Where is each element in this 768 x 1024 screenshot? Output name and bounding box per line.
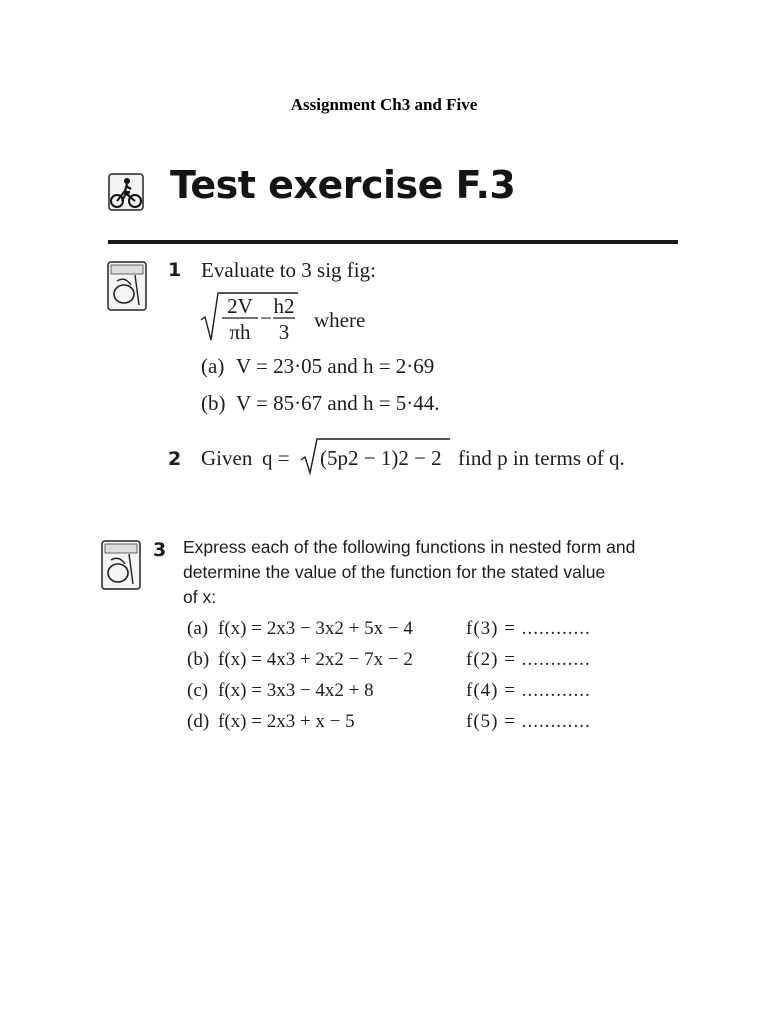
q1-frac1-denominator: πh [229, 320, 251, 344]
q3-line-2: determine the value of the function for the stated value [183, 562, 606, 582]
q1-frac1-numerator: 2V [227, 294, 253, 318]
q3-part-function: f(x) = 2x3 + x − 5 [218, 711, 355, 732]
question-1-prompt: Evaluate to 3 sig fig: [201, 258, 376, 282]
q3-part-label: (a) [187, 618, 209, 639]
q3-part-value: f(3) = ............ [466, 618, 591, 639]
q2-q-equals: q = [262, 446, 290, 470]
q3-line-1: Express each of the following functions in nested form and [183, 537, 636, 557]
heading-rule [108, 240, 678, 244]
personal-tutor-icon [107, 261, 147, 311]
personal-tutor-icon [101, 540, 141, 590]
question-2-number: 2 [168, 448, 182, 470]
q2-rest: find p in terms of q. [458, 446, 625, 470]
q1-where: where [314, 308, 366, 332]
question-1-number: 1 [168, 259, 182, 281]
q3-part-value: f(5) = ............ [466, 711, 591, 732]
q1-frac2-denominator: 3 [278, 320, 290, 344]
q1-part-b-label: (b) [201, 391, 226, 415]
page-title: Assignment Ch3 and Five [290, 95, 478, 114]
q1-part-a-label: (a) [201, 354, 225, 378]
q3-part-function: f(x) = 3x3 − 4x2 + 8 [218, 680, 374, 701]
q1-minus-sign: − [260, 306, 272, 330]
q1-part-b-text: V = 85·67 and h = 5·44. [236, 391, 440, 415]
q3-line-3: of x: [183, 587, 217, 607]
q3-part-value: f(4) = ............ [466, 680, 591, 701]
bicycle-icon [108, 173, 144, 211]
q1-frac2-numerator: h2 [273, 294, 295, 318]
q3-part-function: f(x) = 2x3 − 3x2 + 5x − 4 [218, 618, 413, 639]
q1-part-a-text: V = 23·05 and h = 2·69 [236, 354, 435, 378]
q3-part-function: f(x) = 4x3 + 2x2 − 7x − 2 [218, 649, 413, 670]
test-exercise-heading: Test exercise F.3 [170, 163, 516, 207]
q3-part-label: (d) [187, 711, 210, 732]
q3-part-label: (c) [187, 680, 209, 701]
q2-radicand: (5p2 − 1)2 − 2 [320, 446, 442, 470]
q2-given: Given [201, 446, 253, 470]
q3-part-label: (b) [187, 649, 210, 670]
question-3-number: 3 [153, 539, 167, 561]
q1-formula [200, 290, 300, 346]
q3-part-value: f(2) = ............ [466, 649, 591, 670]
